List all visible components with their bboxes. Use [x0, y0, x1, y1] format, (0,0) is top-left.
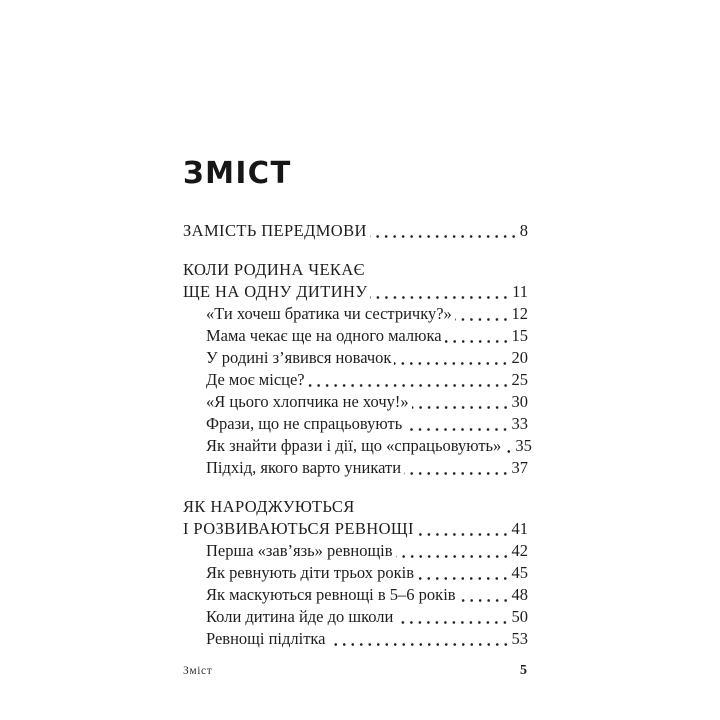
dot-leader — [370, 281, 511, 303]
toc-entry-page: 37 — [511, 458, 528, 477]
toc-entry-label: Мама чекає ще на одного малюка — [206, 326, 442, 345]
toc-item-row — [183, 391, 528, 413]
dot-leader — [396, 540, 511, 562]
running-title: Зміст — [183, 665, 213, 677]
toc-entry-label: Як маскуються ревнощі в 5–6 років — [206, 585, 456, 604]
dot-leader — [370, 220, 519, 242]
toc-entry-label: Фрази, що не спрацьовують — [206, 414, 403, 433]
toc-entry-label: І РОЗВИВАЮТЬСЯ РЕВНОЩІ — [183, 519, 414, 538]
toc-entry-label: Коли дитина йде до школи — [206, 607, 394, 626]
toc-item-row — [183, 606, 528, 628]
page-footer — [183, 663, 527, 679]
toc-item-row — [183, 540, 528, 562]
dot-leader — [394, 347, 510, 369]
dot-leader — [308, 369, 511, 391]
toc-heading-row — [183, 496, 528, 518]
toc-entry-page: 45 — [511, 563, 528, 582]
toc-heading-row — [183, 518, 528, 540]
toc-entry-label: ЗАМІСТЬ ПЕРЕДМОВИ — [183, 221, 367, 240]
toc-entry-label: Підхід, якого варто уникати — [206, 458, 402, 477]
page-title: ЗМІСТ — [183, 154, 292, 191]
toc-content — [183, 154, 532, 650]
toc-item-row — [183, 584, 528, 606]
toc-item-row — [183, 562, 528, 584]
toc-section — [183, 496, 528, 650]
toc-entry-page: 53 — [511, 629, 528, 648]
toc-entry-page: 48 — [511, 585, 528, 604]
toc-entry-label: Ревнощі підлітка — [206, 629, 326, 648]
dot-leader — [459, 584, 511, 606]
toc-entry-label: «Ти хочеш братика чи сестричку?» — [206, 304, 452, 323]
toc-item-row — [183, 303, 528, 325]
toc-heading-row — [183, 259, 528, 281]
dot-leader — [329, 628, 511, 650]
table-of-contents — [183, 220, 532, 650]
toc-entry-label: Перша «зав’язь» ревнощів — [206, 541, 393, 560]
dot-leader — [412, 391, 511, 413]
dot-leader — [417, 562, 511, 584]
toc-item-row — [183, 325, 528, 347]
toc-entry-page: 33 — [511, 414, 528, 433]
toc-entry-page: 12 — [511, 304, 528, 323]
toc-item-row — [183, 457, 528, 479]
dot-leader — [417, 518, 511, 540]
toc-section — [183, 220, 528, 242]
dot-leader — [455, 303, 511, 325]
toc-entry-page: 15 — [511, 326, 528, 345]
toc-entry-page: 50 — [511, 607, 528, 626]
toc-item-row — [183, 435, 532, 457]
toc-entry-page: 41 — [511, 519, 528, 538]
toc-entry-label: Як знайти фрази і дії, що «спрацьовують» — [206, 436, 502, 455]
toc-entry-label: Як ревнують діти трьох років — [206, 563, 414, 582]
toc-entry-page: 30 — [511, 392, 528, 411]
toc-entry-page: 20 — [511, 348, 528, 367]
toc-item-row — [183, 413, 528, 435]
page-number: 5 — [520, 663, 527, 678]
toc-heading-row — [183, 281, 528, 303]
toc-heading-row — [183, 220, 528, 242]
toc-entry-page: 25 — [511, 370, 528, 389]
toc-section — [183, 259, 532, 479]
toc-entry-page: 8 — [519, 221, 528, 240]
toc-entry-label: У родині з’явився новачок — [206, 348, 392, 367]
toc-entry-page: 35 — [515, 436, 532, 455]
toc-entry-label: Де моє місце? — [206, 370, 305, 389]
toc-item-row — [183, 347, 528, 369]
dot-leader — [445, 325, 511, 347]
toc-entry-label: ЩЕ НА ОДНУ ДИТИНУ — [183, 282, 368, 301]
dot-leader — [504, 435, 514, 457]
toc-item-row — [183, 628, 528, 650]
toc-entry-page: 11 — [512, 282, 528, 301]
toc-item-row — [183, 369, 528, 391]
toc-entry-label: «Я цього хлопчика не хочу!» — [206, 392, 409, 411]
toc-entry-label: ЯК НАРОДЖУЮТЬСЯ — [183, 497, 355, 516]
dot-leader — [404, 457, 510, 479]
toc-entry-page: 42 — [511, 541, 528, 560]
toc-entry-label: КОЛИ РОДИНА ЧЕКАЄ — [183, 260, 365, 279]
dot-leader — [405, 413, 510, 435]
dot-leader — [396, 606, 510, 628]
